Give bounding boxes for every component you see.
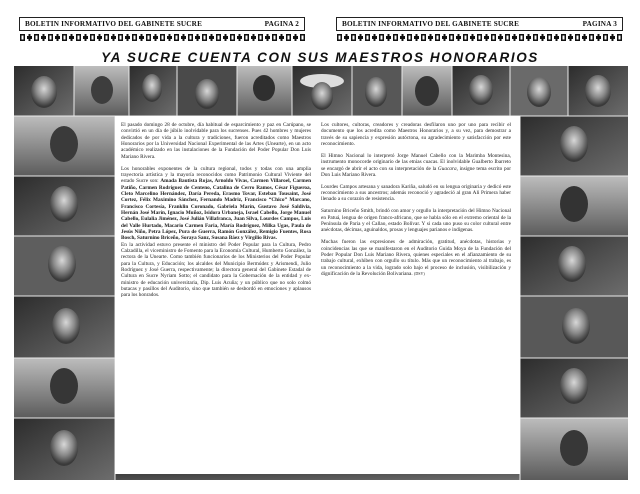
article-text-box [115, 116, 520, 474]
article-paragraph: Los cultores, cultoras, creadores y creadoras desfilaron uno por uno para recibir el documento que los acredita como Maestros Honorarios y, a su vez, para demostrar a través de su sapiencia y expresión autóctona, su agradecimiento y satisfacción por este reconocimiento. [321, 122, 511, 148]
song-title: Guacara [437, 165, 457, 172]
tribal-pattern-icon [336, 33, 623, 42]
article-column-left [121, 122, 311, 304]
article-paragraph [321, 239, 511, 277]
header-box-right [336, 17, 623, 31]
header-title-left: BOLETIN INFORMATIVO DEL GABINETE SUCRE [25, 20, 203, 28]
honorees-list: Amada Bautista Rojas, Arnoldo Vivas, Carmen Villaroel, Carmen Patiño, Carmen Rodríguez de Centeno, Catalina de Cerro Ramos, César Figueroa, Cleto Marcelino Hernández, Daría Pereda, Erasmo Tovar, Esteban Tousaint, José Cortez, Félix Maximino Sánchez, Fernando Madriz, Francisco “Chico” Marcano, Francisco Cortesía, Franklin Coronado, Gabriela Marín, Gustavo José Saldivia, Hernán José Marín, Ignacio Muñoz, Isidora Urbaneja, Israel Cabello, Jorge Manuel Cabello, Eulalia Jiménez, José Julián Villafranca, Juan Silva, Lourdes Campos, Luis del Valle Hurtado, Macario Carmen Faria, María Rodríguez, Milka Ugas, Paula de Jesús Niño, Petra López, Pura de Guerra, Ramón González, Remigio Fuentes, Rosa Bosch, Saturnino Briceño, Soraya Sanz, Susana Báez y Virgilio Rivas. [121, 178, 311, 242]
header-title-right: BOLETIN INFORMATIVO DEL GABINETE SUCRE [342, 20, 520, 28]
article-paragraph: El pasado domingo 28 de octubre, día habitual de esparcimiento y paz en Carúpano, se convirtió en un día de júbilo inolvidable para los sucrenses. Pues 42 hombres y mujeres dedicados de por vida a la cultura y tradiciones, fueron acreditados como Maestros Honorarios por la Universidad Nacional Experimental de las Artes (Unearte), en un acto académico realizado en las instalaciones de la Fundación del Poder Popular Don Luis Mariano Rivera. [121, 122, 311, 160]
paragraph-part: Muchas fueron las expresiones de admiración, gratitud, anécdotas, historias y coincidencias las que se manifestaron en el Auditorio Guida Moya de la Fundación del Poder Popular Don Luis Mariano Rivera, quienes especiales en el afianzamiento de su trabajo cultural, exhiben con orgullo su título. Más que un reconocimiento al trabajo, es un reconocimiento a la vida, logrado solo bajo el proceso de inclusión, visibilización y dignificación de la Revolución Bolivariana. [321, 239, 511, 277]
article-paragraph [321, 153, 511, 178]
decorative-band-left [19, 33, 305, 42]
paragraph-part: , insigne tema escrito por Don Luis Mariano Rivera. [321, 165, 511, 178]
article-column-right [321, 122, 511, 283]
paragraph-part: El Himno Nacional lo interpretó Jorge Manuel Cabello con la Marimba Montesina, instrumento monocorde originario de las etnias cuacas. El inolvidable Gualberto Ibarreto se encargó de abrir el acto con su interpretación de la [321, 152, 511, 172]
article-paragraph [121, 166, 311, 242]
article-paragraph: Saturnino Briceño Smith, brindó con amor y orgullo la interpretación del Himno Nacional en Patuá, lengua de origen franco-africano, que se habla sólo en el extremo oriental de la Península de Paria y el Callao, estado Bolívar. Y si cada uno puso su color cultural entre anécdotas, décimas, aguinaldos, prosas y lenguajes parianos e indígenas. [321, 208, 511, 234]
tribal-pattern-icon [19, 33, 305, 42]
decorative-band-right [336, 33, 623, 42]
page-number-left: PAGINA 2 [264, 20, 299, 28]
article-paragraph: Lourdes Campos artesana y sanadora Kariña, saludó en su lengua originaria y dedicó este reconocimiento a sus ancestros; además reconoció y agradeció al gran Ali Primera haber llenado a su corazón de resistencia. [321, 183, 511, 203]
header-box-left [19, 17, 305, 31]
honorees-intro: Los honorables exponentes de la cultura regional, todos y todas con una amplia trayectoria artística y la mayoría reconocidos como Patrimonio Cultural Viviente del estado Sucre son: [121, 165, 311, 185]
page-headline: YA SUCRE CUENTA CON SUS MAESTROS HONORARIOS [101, 50, 539, 65]
article-paragraph: En la actividad estuvo presente el ministro del Poder Popular para la Cultura, Pedro Calzadilla, el viceministro de Fomento para la Economía Cultural, Humberto González, la rectora de la Unearte. Como también funcionarios de los Ministerios del Poder Popular para la Cultura, y Educación; los alcaldes del Municipio Bermúdez y Arismendi, Julio Rodríguez y José Guerra, respectivamente; la directora general del Gabinete Estadal de Cultura en Sucre Nyriam Sotto; el candidato para la Gobernación de la entidad y ex-ministro de educación universitaria, Dip. Luis Acuña; y un público que no solo colmó butacas y pasillos del Auditorio, sino que también se desbordó en emociones y aplausos para los honrados. [121, 241, 311, 299]
page-number-right: PAGINA 3 [582, 20, 617, 28]
author-signature: (DSV) [414, 270, 425, 276]
